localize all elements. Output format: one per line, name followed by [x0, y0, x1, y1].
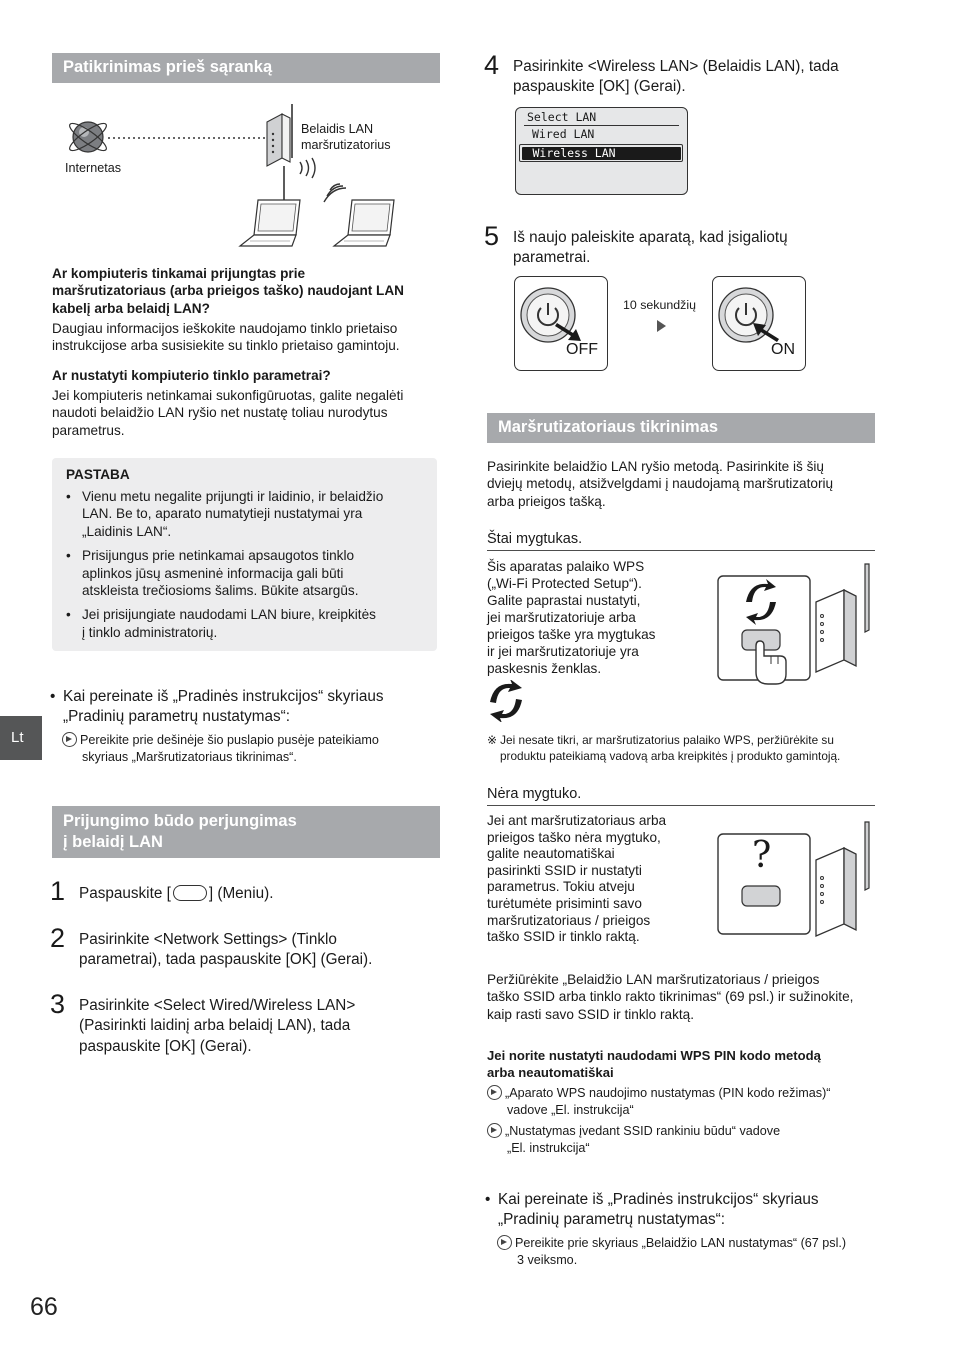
- globe-icon: [67, 119, 110, 154]
- step-2-text: Pasirinkite <Network Settings> (Tinklo parametrai), tada paspauskite [OK] (Gerai).: [79, 931, 373, 969]
- divider: [487, 550, 875, 551]
- section-title-text: Patikrinimas prieš sąranką: [63, 58, 273, 76]
- router-label-line1: Belaidis LAN: [301, 122, 374, 136]
- router-icon: [816, 822, 869, 936]
- pin-method-title: Jei norite nustatyti naudodami WPS PIN kodo metodą arba neautomatiškai: [487, 1048, 821, 1081]
- menu-key-icon: [173, 885, 207, 901]
- laptop-icon: [334, 200, 394, 246]
- router-icon: [267, 104, 292, 166]
- note-item: • Prisijungus prie netinkamai apsaugotos tinklo aplinkos jūsų asmeninė informacija gali būti atskleista trečiosioms šalims. Būkite atsargūs.: [64, 547, 429, 599]
- play-arrow-icon: [657, 320, 666, 332]
- wifi-waves-icon: [300, 158, 346, 202]
- step-number: 1: [50, 876, 66, 906]
- pin-reference-1: „Aparato WPS naudojimo nustatymas (PIN kodo režimas)“ vadove „El. instrukcija“: [487, 1085, 882, 1118]
- question-mark-icon: ?: [752, 835, 772, 876]
- arrow-circle-icon: [497, 1235, 512, 1250]
- section-title-switch-wireless: Prijungimo būdo perjungimas į belaidį LAN: [52, 806, 440, 858]
- page-number: 66: [30, 1293, 58, 1321]
- note-item: • Vienu metu negalite prijungti ir laidinio, ir belaidžio LAN. Be to, aparato numatytieji nustatymai yra „Laidinis LAN“.: [64, 488, 429, 540]
- step-1-text: Paspauskite [ ] (Meniu).: [79, 885, 274, 902]
- power-off-illustration: [514, 276, 608, 371]
- button-heading: Štai mygtukas.: [487, 531, 583, 547]
- step-5-text: Iš naujo paleiskite aparatą, kad įsigaliotų parametrai.: [513, 229, 788, 267]
- step-number: 2: [50, 923, 66, 953]
- transfer-reference: Pereikite prie dešinėje šio puslapio pusėje pateikiamo skyriaus „Maršrutizatoriaus tikrinimas“.: [62, 732, 452, 765]
- internet-label: Internetas: [65, 161, 122, 175]
- arrow-circle-icon: [62, 732, 77, 747]
- laptop-icon: [240, 200, 300, 246]
- transfer-bullet-right: • Kai pereinate iš „Pradinės instrukcijos“ skyriaus „Pradinių parametrų nustatymas“:: [485, 1191, 819, 1229]
- lcd-display: [515, 107, 688, 195]
- note-title: PASTABA: [66, 467, 130, 482]
- section-title-router-check: Maršrutizatoriaus tikrinimas: [487, 413, 875, 443]
- step-4-text: Pasirinkite <Wireless LAN> (Belaidis LAN), tada paspauskite [OK] (Gerai).: [513, 58, 839, 96]
- question-settings-title: Ar nustatyti kompiuterio tinklo parametrai?: [52, 368, 331, 383]
- section-title-pre-setup: [52, 53, 440, 83]
- step-3-text: Pasirinkite <Select Wired/Wireless LAN> (Pasirinkti laidinį arba belaidį LAN), tada paspauskite [OK] (Gerai).: [79, 997, 356, 1055]
- no-button-router-illustration: [716, 820, 876, 940]
- no-button-body: Jei ant maršrutizatoriaus arba prieigos taško nėra mygtuko, galite neautomatiškai pasirinkti SSID ir nustatyti parametrus. Tokiu atveju turėtumėte prisiminti savo maršrutizatoriaus / prieigos taško SSID ir tinklo raktą.: [487, 813, 667, 945]
- step-number: 5: [484, 221, 500, 251]
- question-settings-body: Jei kompiuteris netinkamai sukonfigūruotas, galite negalėti naudoti belaidžio LAN ryšio net nustatę toliau nurodytus parametrus.: [52, 388, 404, 438]
- note-list: [64, 488, 429, 648]
- note-item: • Jei prisijungiate naudodami LAN biure, kreipkitės į tinklo administratorių.: [64, 606, 429, 641]
- wps-footnote: ※ Jei nesate tikri, ar maršrutizatorius palaiko WPS, peržiūrėkite su produktu pateikiamą vadovą arba kreipkitės į produkto gamintoją.: [487, 733, 841, 763]
- divider: [487, 805, 875, 806]
- step-number: 4: [484, 50, 500, 80]
- question-connection-body: Daugiau informacijos ieškokite naudojamo tinklo prietaiso instrukcijose arba susisiekite su tinklo prietaiso gamintoju.: [52, 321, 400, 354]
- pin-reference-2: „Nustatymas įvedant SSID rankiniu būdu“ vadove „El. instrukcija“: [487, 1123, 882, 1156]
- question-connection-title: Ar kompiuteris tinkamai prijungtas prie maršrutizatoriaus (arba prieigos taško) naudojant LAN kabelį arba belaidį LAN?: [52, 266, 404, 316]
- router-icon: [816, 564, 869, 672]
- note-box: [52, 458, 437, 651]
- arrow-circle-icon: [487, 1085, 502, 1100]
- wps-router-illustration: [716, 562, 876, 687]
- on-label: ON: [771, 341, 795, 358]
- lcd-item-wired: Wired LAN: [532, 127, 595, 141]
- lcd-title: Select LAN: [527, 110, 597, 124]
- off-label: OFF: [566, 341, 598, 358]
- button-body: Šis aparatas palaiko WPS („Wi-Fi Protected Setup“). Galite paprastai nustatyti, jei maršrutizatoriuje arba prieigos taške yra mygtukas ir jei maršrutizatoriuje yra paskesnis ženklas.: [487, 559, 656, 676]
- transfer-bullet: • Kai pereinate iš „Pradinės instrukcijos“ skyriaus „Pradinių parametrų nustatymas“:: [50, 688, 384, 726]
- arrow-circle-icon: [487, 1123, 502, 1138]
- router-check-intro: Pasirinkite belaidžio LAN ryšio metodą. Pasirinkite iš šių dviejų metodų, atsižvelgdami į naudojamą maršrutizatorių arba prieigos tašką.: [487, 459, 834, 509]
- no-button-heading: Nėra mygtuko.: [487, 786, 582, 802]
- ssid-reference-text: Peržiūrėkite „Belaidžio LAN maršrutizatoriaus / prieigos taško SSID arba tinklo rakto tikrinimas“ (69 psl.) ir sužinokite, kaip rasti savo SSID ir tinklo raktą.: [487, 972, 854, 1022]
- step-number: 3: [50, 989, 66, 1019]
- seconds-label: 10 sekundžių: [623, 298, 697, 312]
- language-tab: Lt: [0, 716, 42, 760]
- lcd-item-wireless: Wireless LAN: [519, 144, 683, 162]
- transfer-reference-right: Pereikite prie skyriaus „Belaidžio LAN nustatymas“ (67 psl.) 3 veiksmo.: [497, 1235, 887, 1268]
- power-on-illustration: [712, 276, 806, 371]
- wps-mark-icon: [486, 680, 526, 722]
- router-label-line2: maršrutizatorius: [301, 138, 391, 152]
